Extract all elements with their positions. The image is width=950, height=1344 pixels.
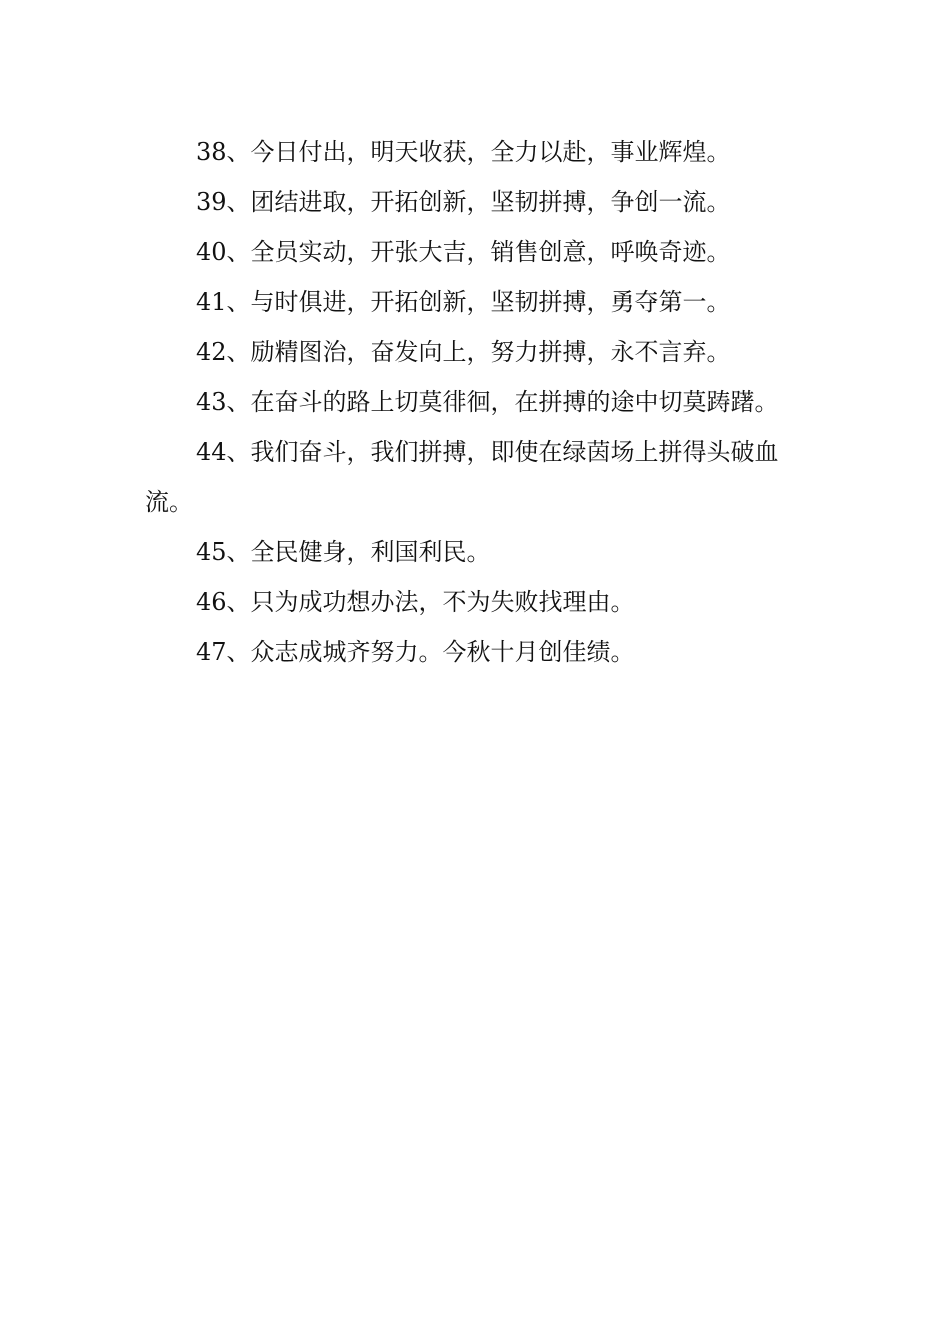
slogan-paragraph: 43、在奋斗的路上切莫徘徊，在拼搏的途中切莫踌躇。 xyxy=(196,388,779,416)
slogan-paragraph: 46、只为成功想办法，不为失败找理由。 xyxy=(196,588,635,616)
slogan-paragraph: 47、众志成城齐努力。今秋十月创佳绩。 xyxy=(196,638,635,666)
slogan-paragraph: 38、今日付出，明天收获，全力以赴，事业辉煌。 xyxy=(196,138,731,166)
slogan-paragraph: 44、我们奋斗，我们拼搏，即使在绿茵场上拼得头破血流。 xyxy=(145,438,779,516)
slogan-paragraph: 45、全民健身，利国利民。 xyxy=(196,538,491,566)
document-body xyxy=(145,127,810,677)
slogan-paragraph: 41、与时俱进，开拓创新，坚韧拼搏，勇夺第一。 xyxy=(196,288,731,316)
slogan-paragraph: 40、全员实动，开张大吉，销售创意，呼唤奇迹。 xyxy=(196,238,731,266)
slogan-paragraph: 42、励精图治，奋发向上，努力拼搏，永不言弃。 xyxy=(196,338,731,366)
slogan-paragraph: 39、团结进取，开拓创新，坚韧拼搏，争创一流。 xyxy=(196,188,731,216)
